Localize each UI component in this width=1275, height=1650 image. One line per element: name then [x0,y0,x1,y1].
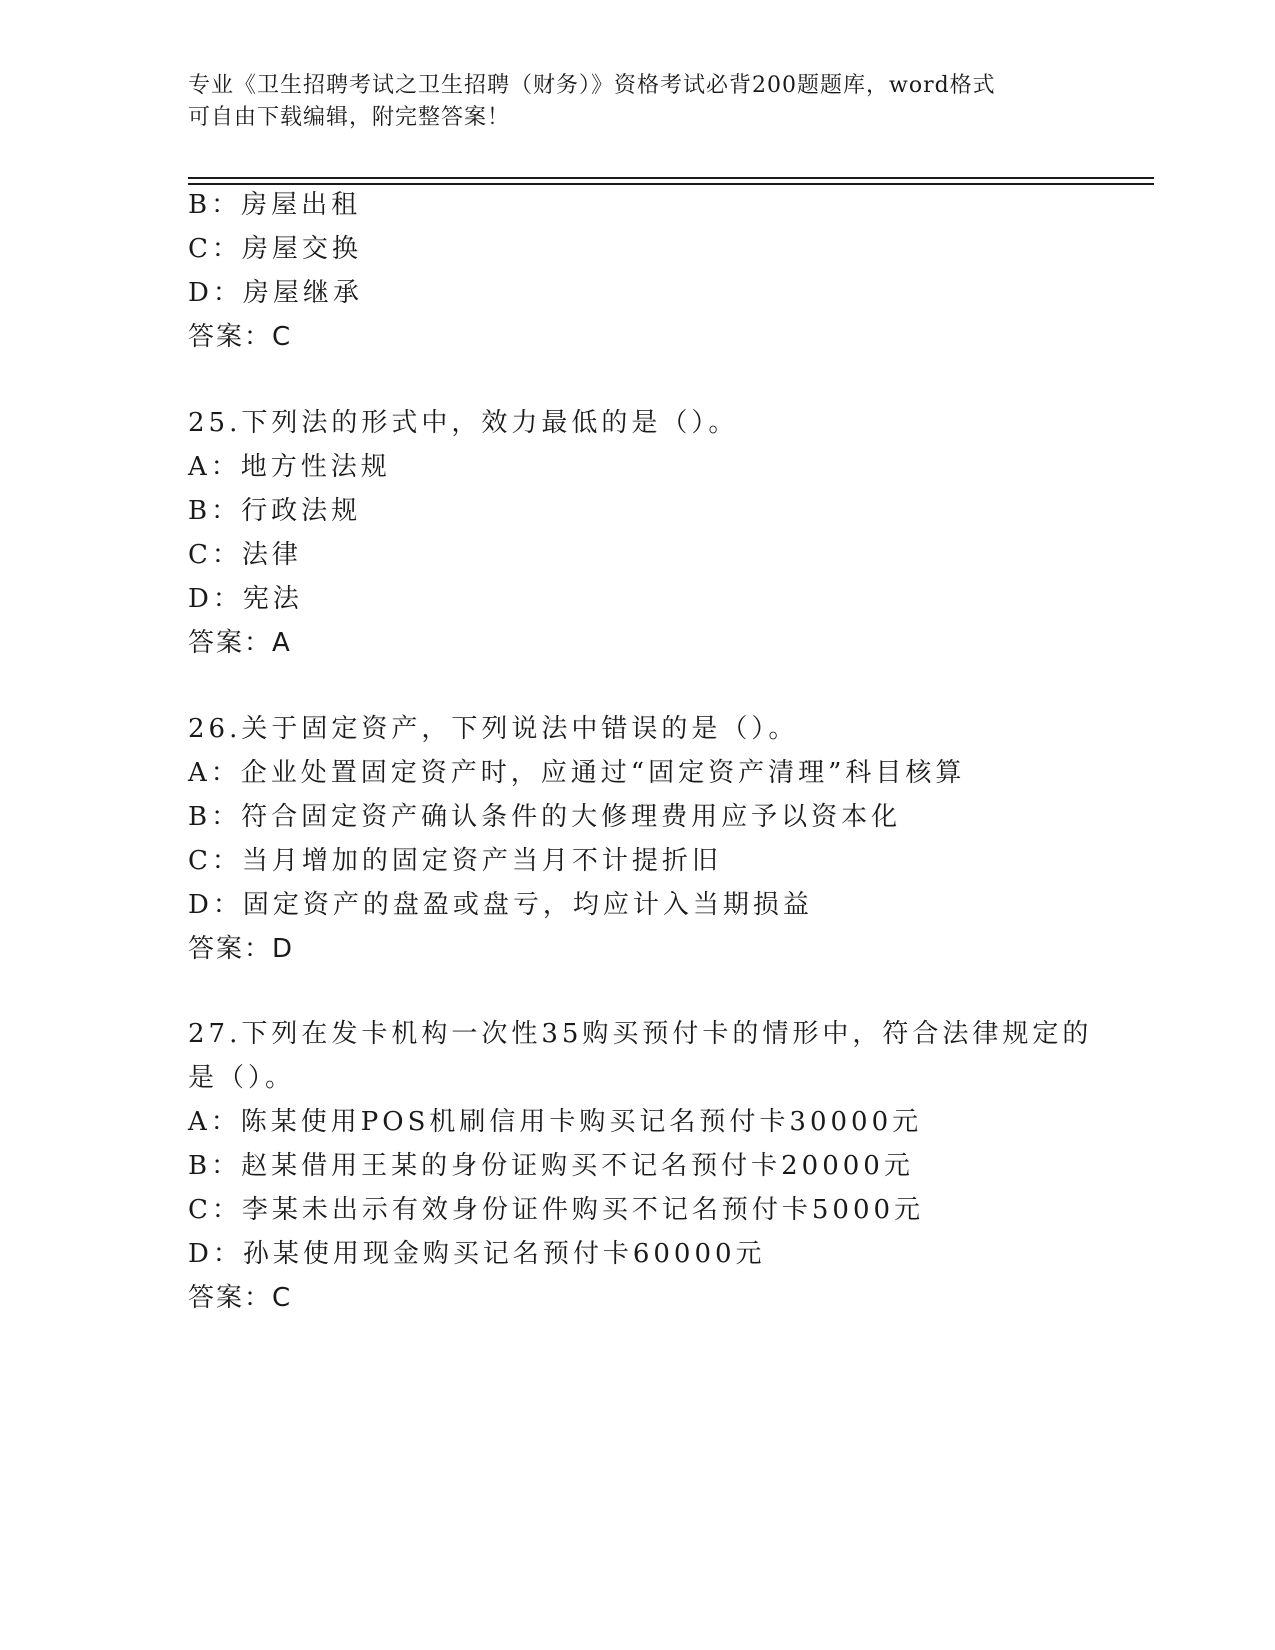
option-c: C：法律 [188,540,302,570]
header-divider-bottom [188,183,1154,185]
option-c: C：李某未出示有效身份证件购买不记名预付卡5000元 [188,1195,925,1225]
question-stem-continued: 是（）。 [188,1063,296,1093]
answer: 答案：D [188,934,295,964]
answer: 答案：C [188,1283,293,1313]
question-stem: 27.下列在发卡机构一次性35购买预付卡的情形中，符合法律规定的 [188,1019,1093,1049]
option-b: B：行政法规 [188,496,362,526]
answer: 答案：C [188,322,293,352]
header-line-1: 专业《卫生招聘考试之卫生招聘（财务）》资格考试必背200题题库，word格式 [188,73,996,98]
option-a: A：企业处置固定资产时，应通过“固定资产清理”科目核算 [188,758,966,788]
option-b: B：赵某借用王某的身份证购买不记名预付卡20000元 [188,1151,914,1181]
answer: 答案：A [188,628,292,658]
option-d: D：孙某使用现金购买记名预付卡60000元 [188,1239,766,1269]
option-b: B：符合固定资产确认条件的大修理费用应予以资本化 [188,802,902,832]
option-d: D：房屋继承 [188,278,363,308]
option-b: B：房屋出租 [188,190,362,220]
header-line-2: 可自由下载编辑，附完整答案！ [188,105,511,130]
option-c: C：当月增加的固定资产当月不计提折旧 [188,846,722,876]
question-stem: 25.下列法的形式中，效力最低的是（）。 [188,408,739,438]
option-a: A：地方性法规 [188,452,391,482]
option-a: A：陈某使用POS机刷信用卡购买记名预付卡30000元 [188,1107,923,1137]
question-stem: 26.关于固定资产，下列说法中错误的是（）。 [188,714,799,744]
option-d: D：固定资产的盘盈或盘亏，均应计入当期损益 [188,890,813,920]
document-header [188,70,1088,134]
header-divider-top [188,177,1154,179]
option-d: D：宪法 [188,584,303,614]
option-c: C：房屋交换 [188,234,362,264]
